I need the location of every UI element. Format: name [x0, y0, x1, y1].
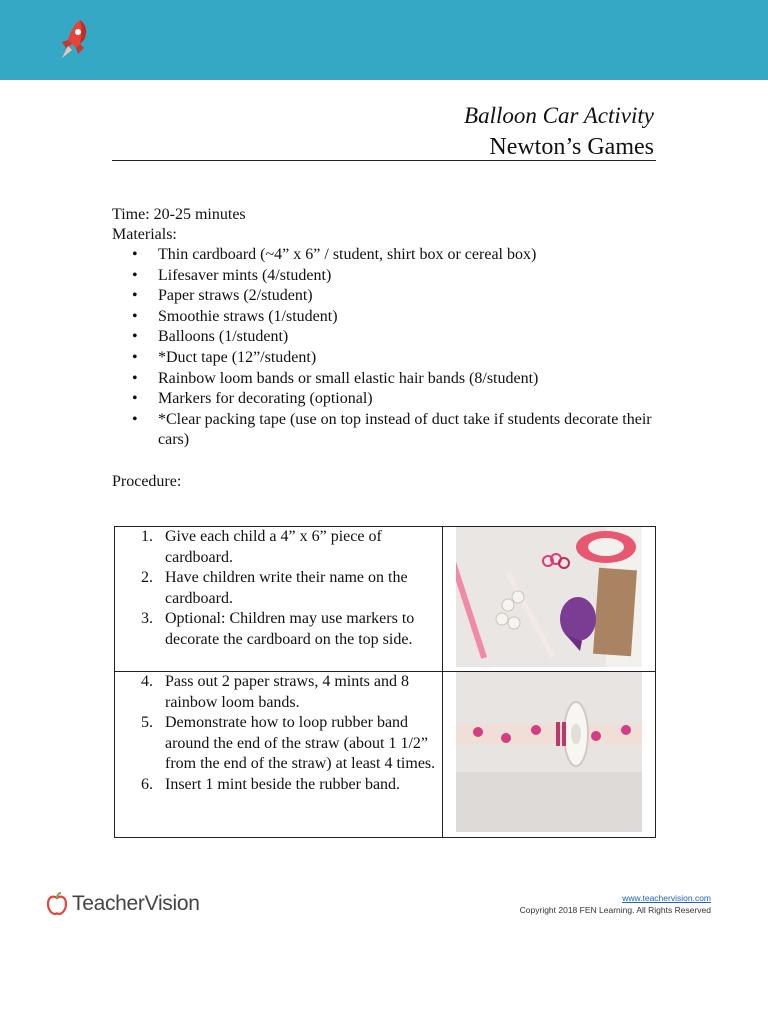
- footer-info: [520, 892, 711, 916]
- list-item: • *Duct tape (12”/student): [112, 348, 672, 369]
- top-banner: [0, 0, 768, 80]
- straw-photo-cell: [443, 672, 656, 838]
- materials-label: Materials:: [112, 226, 177, 243]
- step-text: Pass out 2 paper straws, 4 mints and 8 rainbow loom bands.: [165, 673, 409, 711]
- document-header: [464, 102, 654, 162]
- list-item: [115, 527, 442, 568]
- teachervision-logo[interactable]: [46, 892, 200, 916]
- procedure-label: Procedure:: [112, 472, 182, 490]
- steps-cell: [115, 527, 443, 672]
- apple-icon: [46, 892, 68, 916]
- list-item: • Smoothie straws (1/student): [112, 307, 672, 328]
- activity-title: Balloon Car Activity: [464, 103, 654, 128]
- materials-photo-cell: [443, 527, 656, 672]
- document-body: [112, 205, 672, 492]
- list-item: • Balloons (1/student): [112, 327, 672, 348]
- step-number: 6.: [141, 775, 153, 793]
- list-item: • Thin cardboard (~4” x 6” / student, shirt box or cereal box): [112, 245, 672, 266]
- header-divider: [112, 160, 656, 161]
- rocket-icon: [56, 18, 92, 62]
- step-number: 5.: [141, 714, 153, 731]
- brand-name: TeacherVision: [72, 892, 200, 915]
- step-text: Give each child a 4” x 6” piece of cardboard.: [165, 528, 382, 566]
- list-item: • Lifesaver mints (4/student): [112, 266, 672, 287]
- list-item: • Markers for decorating (optional): [112, 389, 672, 410]
- list-item: • Rainbow loom bands or small elastic hair bands (8/student): [112, 369, 672, 390]
- list-item: [115, 713, 442, 775]
- steps-list-2: [115, 672, 442, 795]
- list-item: [115, 568, 442, 609]
- steps-list-1: [115, 527, 442, 650]
- step-text: Have children write their name on the cardboard.: [165, 569, 408, 607]
- materials-list: [112, 245, 672, 451]
- step-text: Demonstrate how to loop rubber band around the end of the straw (about 1 1/2” from the end of the straw) at least 4 times.: [165, 714, 436, 772]
- list-item: • *Clear packing tape (use on top instead of duct take if students decorate their cars): [112, 410, 658, 451]
- step-text: Optional: Children may use markers to decorate the cardboard on the top side.: [165, 610, 415, 648]
- list-item: [115, 609, 442, 650]
- step-number: 2.: [141, 569, 153, 586]
- time-line: Time: 20-25 minutes: [112, 206, 246, 223]
- steps-cell: [115, 672, 443, 838]
- table-row: [115, 672, 656, 838]
- materials-photo: [456, 527, 642, 667]
- website-link[interactable]: www.teachervision.com: [622, 893, 711, 903]
- step-text: Insert 1 mint beside the rubber band.: [165, 775, 401, 793]
- activity-subtitle: Newton’s Games: [489, 134, 654, 160]
- list-item: [115, 775, 442, 796]
- step-number: 4.: [141, 673, 153, 690]
- list-item: [115, 672, 442, 713]
- straw-photo: [456, 672, 642, 832]
- copyright-text: Copyright 2018 FEN Learning. All Rights Reserved: [519, 905, 711, 915]
- procedure-table: [114, 526, 656, 838]
- list-item: • Paper straws (2/student): [112, 286, 672, 307]
- step-number: 3.: [141, 610, 153, 627]
- table-row: [115, 527, 656, 672]
- step-number: 1.: [141, 528, 153, 545]
